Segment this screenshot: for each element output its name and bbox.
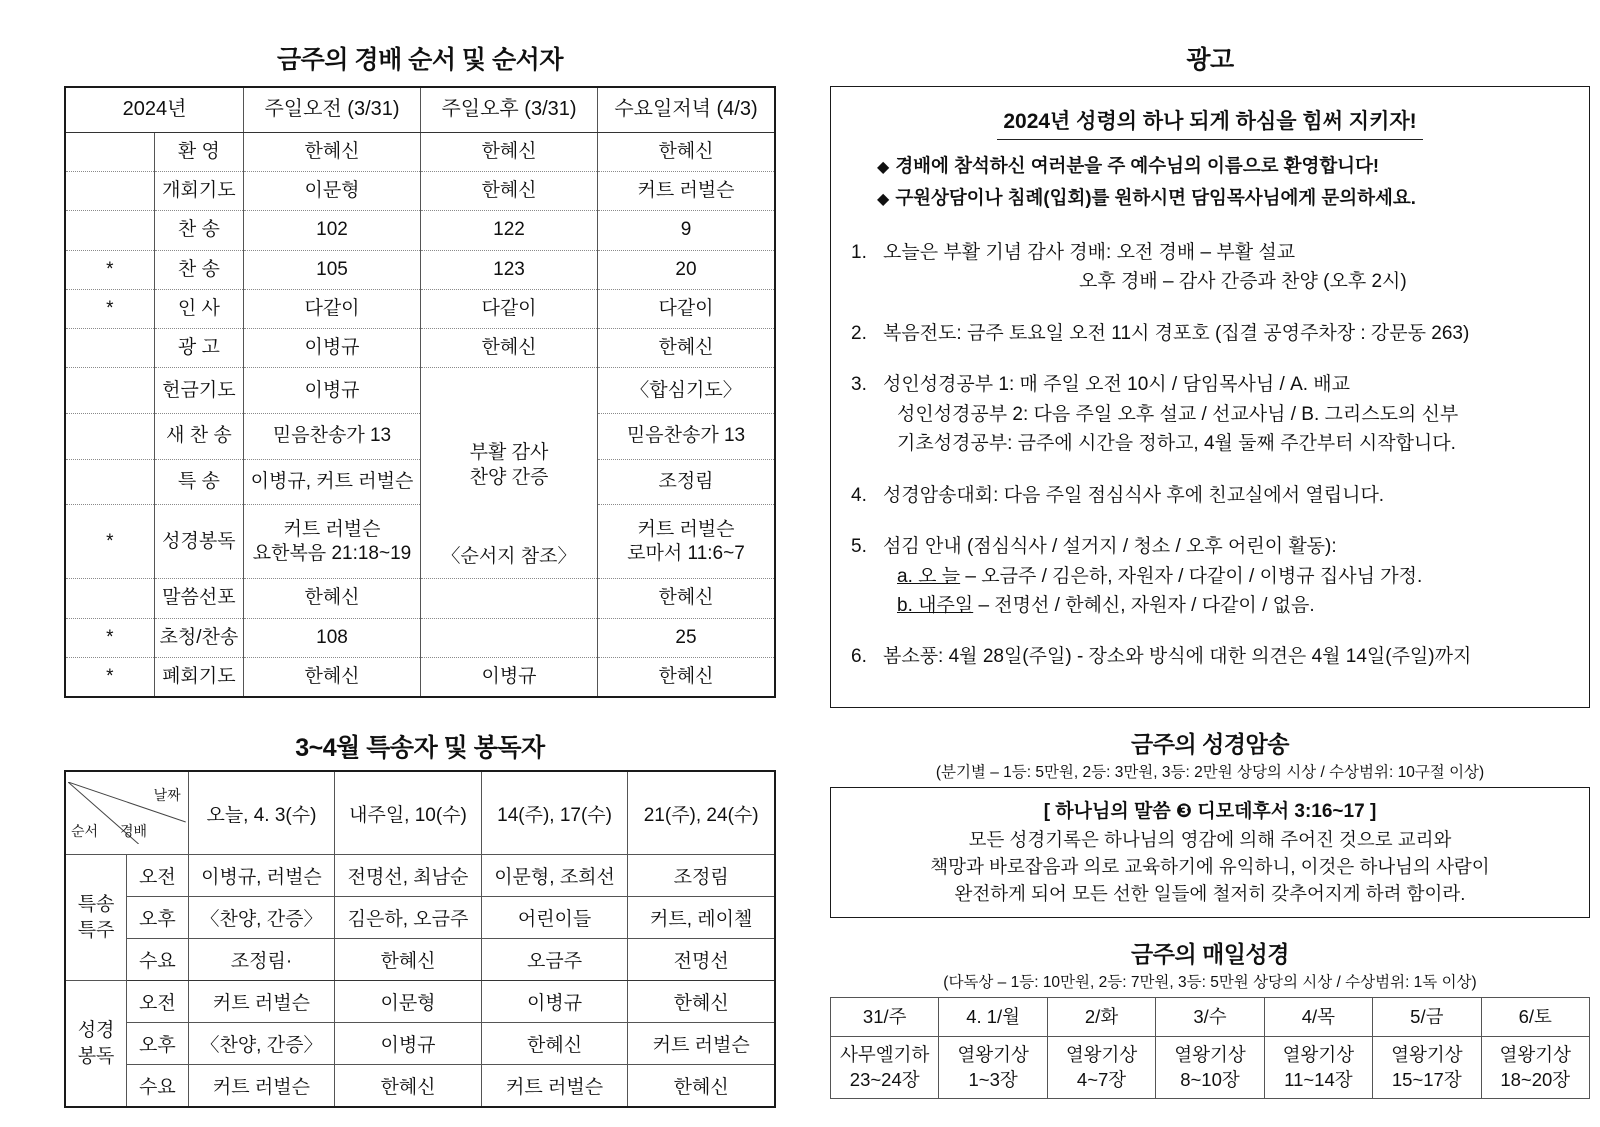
table-row bbox=[65, 211, 775, 250]
table-row bbox=[65, 132, 775, 171]
order-row-sunday-pm: 한혜신 bbox=[421, 329, 598, 368]
notice-item-sub-a: a. 오 늘 – 오금주 / 김은하, 자원자 / 다같이 / 이병규 집사님 가정. bbox=[897, 565, 1423, 587]
verse-line-3: 완전하게 되어 모든 선한 일들에 철저히 갖추어지게 하려 함이라. bbox=[954, 882, 1466, 904]
notice-item-sub-1: 성인성경공부 2: 다음 주일 오후 설교 / 선교사님 / B. 그리스도의 신부 bbox=[897, 403, 1459, 425]
order-header-service-3: 수요일저녁 (4/3) bbox=[598, 87, 776, 132]
list-item bbox=[849, 642, 1571, 671]
corner-worship-label: 경배 bbox=[120, 823, 148, 840]
order-row-sunday-pm bbox=[421, 618, 598, 657]
order-table-header-row bbox=[65, 87, 775, 132]
order-row-label: 찬 송 bbox=[154, 250, 243, 289]
order-row-wednesday: 커트 러벌슨 로마서 11:6~7 bbox=[598, 505, 776, 579]
list-item bbox=[849, 370, 1571, 458]
special-section-title: 3~4월 특송자 및 봉독자 bbox=[295, 734, 545, 763]
special-date-header-1: 오늘, 4. 3(수) bbox=[188, 771, 335, 855]
order-header-service-2: 주일오후 (3/31) bbox=[421, 87, 598, 132]
daily-reading-4: 열왕기상 8~10장 bbox=[1156, 1037, 1264, 1098]
order-row-wednesday: 20 bbox=[598, 250, 776, 289]
daily-section-title: 금주의 매일성경 bbox=[1131, 941, 1289, 968]
special-time-label: 수요 bbox=[127, 1065, 189, 1108]
order-row-label: 초청/찬송 bbox=[154, 618, 243, 657]
table-row bbox=[65, 855, 775, 897]
order-row-wednesday: 〈합심기도〉 bbox=[598, 368, 776, 414]
daily-day-header-7: 6/토 bbox=[1481, 998, 1589, 1037]
table-row bbox=[65, 459, 775, 505]
order-row-sunday-am: 102 bbox=[244, 211, 421, 250]
daily-reading-6: 열왕기상 15~17장 bbox=[1373, 1037, 1481, 1098]
special-cell: 이병규 bbox=[481, 981, 628, 1023]
order-row-sunday-pm: 이병규 bbox=[421, 658, 598, 698]
worship-order-table bbox=[64, 86, 776, 698]
order-row-star: * bbox=[65, 250, 154, 289]
order-row-sunday-pm: 다같이 bbox=[421, 289, 598, 328]
special-cell: 한혜신 bbox=[628, 981, 775, 1023]
special-cell: 이병규 bbox=[335, 1023, 482, 1065]
order-row-sunday-am: 108 bbox=[244, 618, 421, 657]
special-cell: 커트 러벌슨 bbox=[188, 1065, 335, 1108]
order-row-star: * bbox=[65, 289, 154, 328]
notice-item-line: 성인성경공부 1: 매 주일 오전 10시 / 담임목사님 / A. 배교 bbox=[883, 374, 1351, 396]
notice-item-list bbox=[849, 238, 1571, 672]
order-row-wednesday: 믿음찬송가 13 bbox=[598, 414, 776, 460]
merged-pm-note: 〈순서지 참조〉 bbox=[441, 546, 577, 568]
special-cell: 커트 러벌슨 bbox=[188, 981, 335, 1023]
special-cell: 커트 러벌슨 bbox=[628, 1023, 775, 1065]
table-row bbox=[65, 1065, 775, 1108]
order-row-star: * bbox=[65, 658, 154, 698]
order-row-wednesday: 한혜신 bbox=[598, 132, 776, 171]
diamond-icon: ◆ bbox=[877, 191, 890, 208]
notice-item-number: 6. bbox=[851, 646, 867, 668]
special-date-header-2: 내주일, 10(수) bbox=[335, 771, 482, 855]
order-row-wednesday: 한혜신 bbox=[598, 579, 776, 618]
special-cell: 커트 러벌슨 bbox=[481, 1065, 628, 1108]
table-row bbox=[65, 329, 775, 368]
special-cell: 조정림 bbox=[628, 855, 775, 897]
order-row-sunday-am: 이병규 bbox=[244, 368, 421, 414]
order-row-sunday-am: 이문형 bbox=[244, 171, 421, 210]
merged-pm-title: 부활 감사 찬양 간증 bbox=[469, 442, 549, 488]
order-row-sunday-am: 이병규 bbox=[244, 329, 421, 368]
left-column bbox=[40, 40, 800, 1107]
daily-day-header-3: 2/화 bbox=[1047, 998, 1155, 1037]
special-cell: 오금주 bbox=[481, 939, 628, 981]
special-time-label: 오후 bbox=[127, 1023, 189, 1065]
notice-item-line-2: 오후 경배 – 감사 간증과 찬양 (오후 2시) bbox=[1079, 271, 1407, 293]
order-row-label: 특 송 bbox=[154, 459, 243, 505]
order-row-star bbox=[65, 368, 154, 414]
notice-item-number: 2. bbox=[851, 322, 867, 344]
order-row-star bbox=[65, 329, 154, 368]
notice-headline: 2024년 성령의 하나 되게 하심을 힘써 지키자! bbox=[997, 103, 1422, 140]
list-item bbox=[849, 532, 1571, 620]
notice-item-number: 3. bbox=[851, 374, 867, 396]
memorize-section-title: 금주의 성경암송 bbox=[1131, 731, 1289, 757]
special-time-label: 오후 bbox=[127, 897, 189, 939]
special-cell: 〈찬양, 간증〉 bbox=[188, 897, 335, 939]
special-cell: 전명선 bbox=[628, 939, 775, 981]
table-row bbox=[65, 579, 775, 618]
memorize-section-subtitle: (분기별 – 1등: 5만원, 2등: 3만원, 3등: 2만원 상당의 시상 / 수상범위: 10구절 이상) bbox=[935, 764, 1485, 781]
order-row-label: 새 찬 송 bbox=[154, 414, 243, 460]
order-row-wednesday: 한혜신 bbox=[598, 658, 776, 698]
order-row-label: 찬 송 bbox=[154, 211, 243, 250]
notice-item-line: 성경암송대회: 다음 주일 점심식사 후에 친교실에서 열립니다. bbox=[883, 484, 1385, 506]
order-row-sunday-am: 한혜신 bbox=[244, 132, 421, 171]
special-time-label: 수요 bbox=[127, 939, 189, 981]
order-row-label: 환 영 bbox=[154, 132, 243, 171]
order-row-wednesday: 9 bbox=[598, 211, 776, 250]
notice-bullet-2 bbox=[877, 184, 1571, 212]
special-cell: 〈찬양, 간증〉 bbox=[188, 1023, 335, 1065]
order-row-sunday-pm bbox=[421, 579, 598, 618]
table-row bbox=[65, 250, 775, 289]
order-row-label: 성경봉독 bbox=[154, 505, 243, 579]
table-row bbox=[65, 897, 775, 939]
special-cell: 한혜신 bbox=[628, 1065, 775, 1108]
special-cell: 조정림· bbox=[188, 939, 335, 981]
notice-item-line: 봄소풍: 4월 28일(주일) - 장소와 방식에 대한 의견은 4월 14일(주일)까지 bbox=[883, 646, 1472, 668]
order-header-service-1: 주일오전 (3/31) bbox=[244, 87, 421, 132]
special-cell: 이문형, 조희선 bbox=[481, 855, 628, 897]
table-row bbox=[65, 618, 775, 657]
order-row-wednesday: 커트 러벌슨 bbox=[598, 171, 776, 210]
daily-reading-3: 열왕기상 4~7장 bbox=[1047, 1037, 1155, 1098]
order-row-star: * bbox=[65, 505, 154, 579]
table-row bbox=[65, 505, 775, 579]
order-merged-sunday-pm bbox=[421, 368, 598, 579]
table-row bbox=[65, 368, 775, 414]
table-row bbox=[831, 1037, 1590, 1098]
notice-bullet-text: 구원상담이나 침례(입회)를 원하시면 담임목사님에게 문의하세요. bbox=[895, 187, 1416, 208]
daily-day-header-4: 3/수 bbox=[1156, 998, 1264, 1037]
daily-reading-2: 열왕기상 1~3장 bbox=[939, 1037, 1047, 1098]
right-column bbox=[830, 40, 1590, 1107]
order-header-year: 2024년 bbox=[65, 87, 244, 132]
special-cell: 이병규, 러벌슨 bbox=[188, 855, 335, 897]
notice-bullet-text: 경배에 참석하신 여러분을 주 예수님의 이름으로 환영합니다! bbox=[895, 155, 1380, 176]
order-row-sunday-am: 다같이 bbox=[244, 289, 421, 328]
daily-day-header-5: 4/목 bbox=[1264, 998, 1372, 1037]
order-row-star bbox=[65, 171, 154, 210]
special-date-header-4: 21(주), 24(수) bbox=[628, 771, 775, 855]
table-row bbox=[65, 1023, 775, 1065]
notice-bullet-list bbox=[849, 152, 1571, 212]
notice-item-line: 복음전도: 금주 토요일 오전 11시 경포호 (집결 공영주차장 : 강문동 263) bbox=[883, 322, 1470, 344]
special-corner-cell bbox=[65, 771, 188, 855]
special-cell: 김은하, 오금주 bbox=[335, 897, 482, 939]
corner-order-label: 순서 bbox=[71, 823, 99, 840]
list-item bbox=[849, 238, 1571, 297]
corner-date-label: 날짜 bbox=[153, 787, 181, 804]
table-row bbox=[65, 981, 775, 1023]
notice-sub-b-label: b. 내주일 bbox=[897, 594, 974, 616]
order-row-wednesday: 다같이 bbox=[598, 289, 776, 328]
daily-reading-5: 열왕기상 11~14장 bbox=[1264, 1037, 1372, 1098]
table-row bbox=[65, 289, 775, 328]
verse-line-2: 책망과 바로잡음과 의로 교육하기에 유익하니, 이것은 하나님의 사람이 bbox=[930, 855, 1490, 877]
order-row-star: * bbox=[65, 618, 154, 657]
daily-bible-table bbox=[830, 997, 1590, 1098]
notice-item-sub-b: b. 내주일 – 전명선 / 한혜신, 자원자 / 다같이 / 없음. bbox=[897, 594, 1315, 616]
diamond-icon: ◆ bbox=[877, 159, 890, 176]
notice-bullet-1 bbox=[877, 152, 1571, 180]
order-row-label: 헌금기도 bbox=[154, 368, 243, 414]
order-row-sunday-am: 커트 러벌슨 요한복음 21:18~19 bbox=[244, 505, 421, 579]
order-row-label: 말씀선포 bbox=[154, 579, 243, 618]
daily-section-subtitle: (다독상 – 1등: 10만원, 2등: 7만원, 3등: 5만원 상당의 시상 / 수상범위: 1독 이상) bbox=[943, 974, 1477, 992]
order-row-wednesday: 조정림 bbox=[598, 459, 776, 505]
notice-section-title: 광고 bbox=[1186, 46, 1234, 74]
list-item bbox=[849, 319, 1571, 348]
notice-item-sub-2: 기초성경공부: 금주에 시간을 정하고, 4월 둘째 주간부터 시작합니다. bbox=[897, 433, 1456, 455]
notice-sub-a-label: a. 오 늘 bbox=[897, 565, 961, 587]
notice-headline-wrap bbox=[849, 101, 1571, 140]
order-row-label: 개회기도 bbox=[154, 171, 243, 210]
daily-reading-1: 사무엘기하 23~24장 bbox=[831, 1037, 939, 1098]
order-row-sunday-am: 105 bbox=[244, 250, 421, 289]
table-row bbox=[65, 658, 775, 698]
table-row bbox=[65, 414, 775, 460]
daily-reading-7: 열왕기상 18~20장 bbox=[1481, 1037, 1589, 1098]
order-row-sunday-pm: 122 bbox=[421, 211, 598, 250]
order-row-star bbox=[65, 579, 154, 618]
order-row-star bbox=[65, 211, 154, 250]
special-date-header-3: 14(주), 17(수) bbox=[481, 771, 628, 855]
daily-table-header-row bbox=[831, 998, 1590, 1037]
special-time-label: 오전 bbox=[127, 855, 189, 897]
order-row-sunday-pm: 한혜신 bbox=[421, 132, 598, 171]
order-row-sunday-pm: 123 bbox=[421, 250, 598, 289]
notice-item-number: 5. bbox=[851, 536, 867, 558]
special-song-table bbox=[64, 770, 776, 1108]
order-row-star bbox=[65, 459, 154, 505]
order-row-sunday-am: 믿음찬송가 13 bbox=[244, 414, 421, 460]
order-row-label: 인 사 bbox=[154, 289, 243, 328]
notice-item-line: 섬김 안내 (점심식사 / 설거지 / 청소 / 오후 어린이 활동): bbox=[883, 536, 1337, 558]
order-row-sunday-am: 한혜신 bbox=[244, 658, 421, 698]
order-row-sunday-pm: 한혜신 bbox=[421, 171, 598, 210]
special-cell: 커트, 레이첼 bbox=[628, 897, 775, 939]
order-row-wednesday: 25 bbox=[598, 618, 776, 657]
order-row-label: 폐회기도 bbox=[154, 658, 243, 698]
verse-line-1: 모든 성경기록은 하나님의 영감에 의해 주어진 것으로 교리와 bbox=[968, 829, 1452, 850]
special-table-header-row bbox=[65, 771, 775, 855]
special-cell: 한혜신 bbox=[481, 1023, 628, 1065]
memorize-verse-box bbox=[830, 787, 1590, 918]
special-group-label: 성경 봉독 bbox=[65, 981, 127, 1108]
special-cell: 이문형 bbox=[335, 981, 482, 1023]
daily-day-header-2: 4. 1/월 bbox=[939, 998, 1047, 1037]
special-cell: 어린이들 bbox=[481, 897, 628, 939]
table-row bbox=[65, 939, 775, 981]
table-row bbox=[65, 171, 775, 210]
memorize-verse-text bbox=[841, 827, 1579, 907]
order-row-star bbox=[65, 414, 154, 460]
daily-day-header-6: 5/금 bbox=[1373, 998, 1481, 1037]
notice-item-number: 4. bbox=[851, 484, 867, 506]
notice-item-number: 1. bbox=[851, 242, 867, 263]
special-time-label: 오전 bbox=[127, 981, 189, 1023]
memorize-verse-reference: [ 하나님의 말씀 ❸ 디모데후서 3:16~17 ] bbox=[1043, 801, 1377, 822]
order-row-sunday-am: 이병규, 커트 러벌슨 bbox=[244, 459, 421, 505]
list-item bbox=[849, 481, 1571, 510]
notice-box bbox=[830, 86, 1590, 708]
order-section-title: 금주의 경배 순서 및 순서자 bbox=[277, 46, 563, 74]
special-cell: 전명선, 최남순 bbox=[335, 855, 482, 897]
order-row-star bbox=[65, 132, 154, 171]
notice-item-line: 오늘은 부활 기념 감사 경배: 오전 경배 – 부활 설교 bbox=[883, 242, 1296, 263]
daily-day-header-1: 31/주 bbox=[831, 998, 939, 1037]
order-row-wednesday: 한혜신 bbox=[598, 329, 776, 368]
order-row-sunday-am: 한혜신 bbox=[244, 579, 421, 618]
special-cell: 한혜신 bbox=[335, 939, 482, 981]
special-cell: 한혜신 bbox=[335, 1065, 482, 1108]
special-group-label: 특송 특주 bbox=[65, 855, 127, 981]
order-row-label: 광 고 bbox=[154, 329, 243, 368]
